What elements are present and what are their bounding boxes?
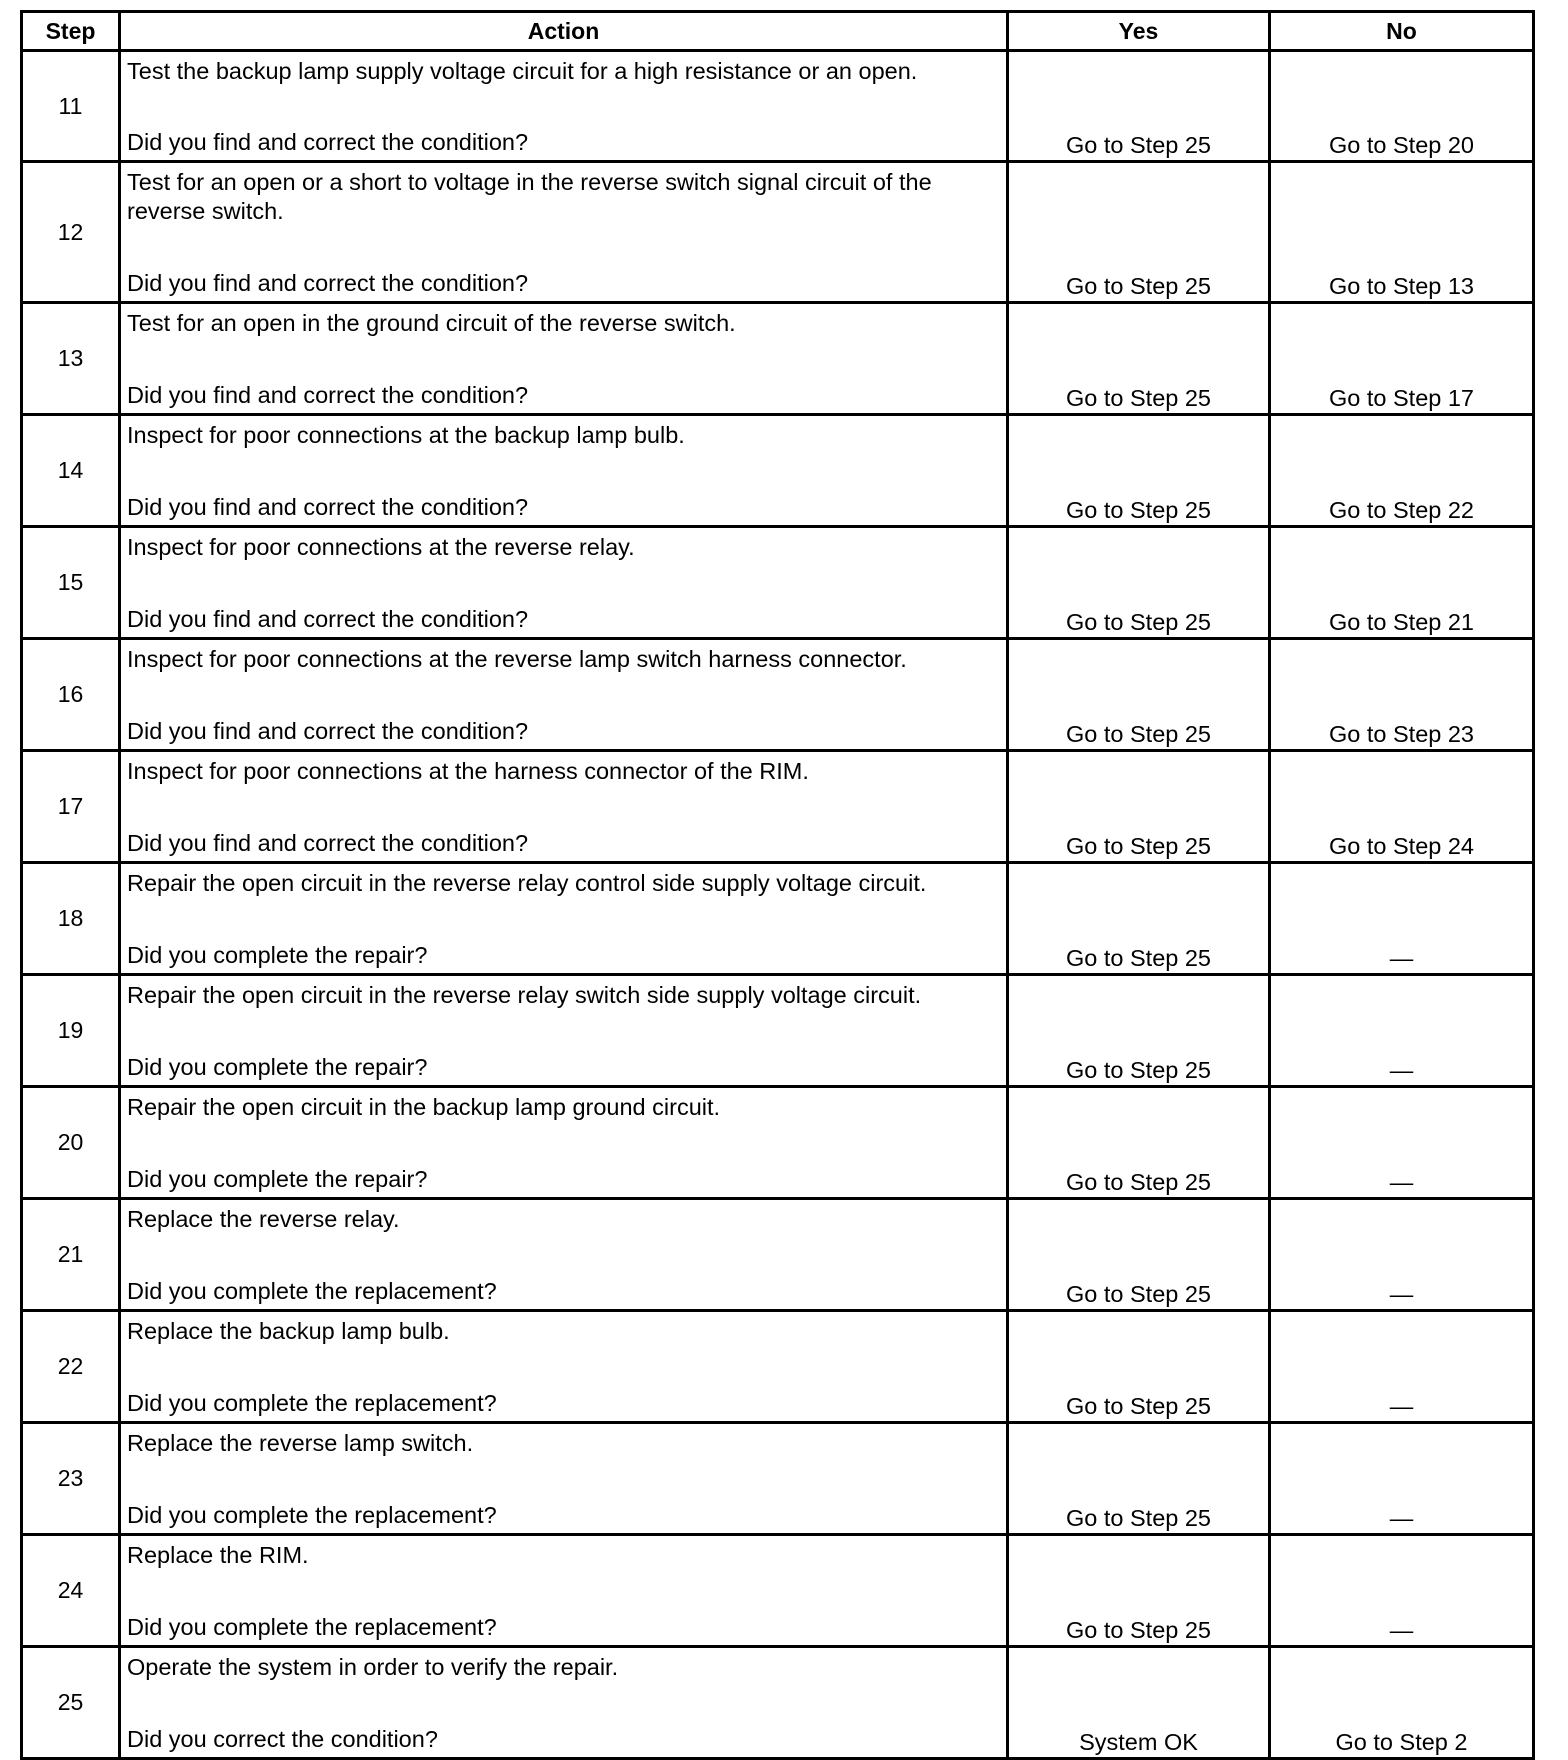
table-row bbox=[22, 1647, 1534, 1759]
action-cell bbox=[120, 1199, 1008, 1311]
yes-result: Go to Step 25 bbox=[1008, 863, 1270, 975]
no-result: — bbox=[1270, 863, 1534, 975]
action-question: Did you complete the repair? bbox=[127, 1166, 428, 1192]
table-row bbox=[22, 303, 1534, 415]
action-instruction: Repair the open circuit in the reverse relay control side supply voltage circuit. bbox=[127, 870, 927, 896]
no-result: — bbox=[1270, 975, 1534, 1087]
action-question: Did you find and correct the condition? bbox=[127, 606, 529, 632]
yes-result: Go to Step 25 bbox=[1008, 415, 1270, 527]
header-no: No bbox=[1270, 12, 1534, 51]
action-question: Did you complete the repair? bbox=[127, 1054, 428, 1080]
table-row bbox=[22, 162, 1534, 303]
step-number: 12 bbox=[22, 162, 120, 303]
step-number: 17 bbox=[22, 751, 120, 863]
no-result: Go to Step 20 bbox=[1270, 51, 1534, 162]
no-result: — bbox=[1270, 1535, 1534, 1647]
step-number: 14 bbox=[22, 415, 120, 527]
action-cell bbox=[120, 1647, 1008, 1759]
table-row bbox=[22, 415, 1534, 527]
action-question: Did you complete the replacement? bbox=[127, 1390, 497, 1416]
yes-result: Go to Step 25 bbox=[1008, 527, 1270, 639]
no-result: — bbox=[1270, 1311, 1534, 1423]
table-header-row bbox=[22, 12, 1534, 51]
step-number: 11 bbox=[22, 51, 120, 162]
step-number: 18 bbox=[22, 863, 120, 975]
step-number: 23 bbox=[22, 1423, 120, 1535]
action-instruction: Replace the backup lamp bulb. bbox=[127, 1318, 450, 1344]
table-row bbox=[22, 1535, 1534, 1647]
action-cell bbox=[120, 162, 1008, 303]
step-number: 25 bbox=[22, 1647, 120, 1759]
action-question: Did you correct the condition? bbox=[127, 1726, 438, 1752]
action-question: Did you find and correct the condition? bbox=[127, 494, 529, 520]
step-number: 20 bbox=[22, 1087, 120, 1199]
yes-result: Go to Step 25 bbox=[1008, 162, 1270, 303]
action-cell bbox=[120, 1423, 1008, 1535]
no-result: Go to Step 17 bbox=[1270, 303, 1534, 415]
action-cell bbox=[120, 1087, 1008, 1199]
action-cell bbox=[120, 1535, 1008, 1647]
yes-result: Go to Step 25 bbox=[1008, 751, 1270, 863]
no-result: Go to Step 21 bbox=[1270, 527, 1534, 639]
yes-result: Go to Step 25 bbox=[1008, 1535, 1270, 1647]
step-number: 22 bbox=[22, 1311, 120, 1423]
action-instruction: Replace the reverse lamp switch. bbox=[127, 1430, 474, 1456]
table-row bbox=[22, 751, 1534, 863]
table-row bbox=[22, 1423, 1534, 1535]
table-row bbox=[22, 863, 1534, 975]
action-cell bbox=[120, 527, 1008, 639]
no-result: — bbox=[1270, 1199, 1534, 1311]
action-question: Did you complete the replacement? bbox=[127, 1614, 497, 1640]
action-question: Did you find and correct the condition? bbox=[127, 382, 529, 408]
step-number: 13 bbox=[22, 303, 120, 415]
table-row bbox=[22, 1087, 1534, 1199]
action-instruction: Repair the open circuit in the reverse relay switch side supply voltage circuit. bbox=[127, 982, 922, 1008]
action-instruction: Test for an open or a short to voltage in the reverse switch signal circuit of the reverse switch. bbox=[127, 169, 932, 224]
table-row bbox=[22, 1311, 1534, 1423]
table-row bbox=[22, 527, 1534, 639]
action-question: Did you find and correct the condition? bbox=[127, 270, 529, 296]
yes-result: System OK bbox=[1008, 1647, 1270, 1759]
step-number: 21 bbox=[22, 1199, 120, 1311]
action-instruction: Inspect for poor connections at the reverse lamp switch harness connector. bbox=[127, 646, 907, 672]
yes-result: Go to Step 25 bbox=[1008, 975, 1270, 1087]
action-instruction: Operate the system in order to verify the repair. bbox=[127, 1654, 619, 1680]
yes-result: Go to Step 25 bbox=[1008, 51, 1270, 162]
action-question: Did you find and correct the condition? bbox=[127, 718, 529, 744]
action-instruction: Inspect for poor connections at the harness connector of the RIM. bbox=[127, 758, 809, 784]
table-row bbox=[22, 51, 1534, 162]
no-result: Go to Step 24 bbox=[1270, 751, 1534, 863]
no-result: Go to Step 23 bbox=[1270, 639, 1534, 751]
step-number: 15 bbox=[22, 527, 120, 639]
action-instruction: Inspect for poor connections at the reverse relay. bbox=[127, 534, 635, 560]
action-cell bbox=[120, 303, 1008, 415]
table-row bbox=[22, 975, 1534, 1087]
yes-result: Go to Step 25 bbox=[1008, 1087, 1270, 1199]
action-cell bbox=[120, 975, 1008, 1087]
diagnostic-steps-table bbox=[20, 10, 1535, 1760]
action-question: Did you complete the repair? bbox=[127, 942, 428, 968]
action-cell bbox=[120, 639, 1008, 751]
yes-result: Go to Step 25 bbox=[1008, 639, 1270, 751]
no-result: — bbox=[1270, 1087, 1534, 1199]
action-question: Did you find and correct the condition? bbox=[127, 830, 529, 856]
action-instruction: Replace the reverse relay. bbox=[127, 1206, 400, 1232]
step-number: 19 bbox=[22, 975, 120, 1087]
action-instruction: Repair the open circuit in the backup lamp ground circuit. bbox=[127, 1094, 721, 1120]
header-yes: Yes bbox=[1008, 12, 1270, 51]
action-cell bbox=[120, 1311, 1008, 1423]
no-result: — bbox=[1270, 1423, 1534, 1535]
action-question: Did you find and correct the condition? bbox=[127, 129, 529, 155]
no-result: Go to Step 2 bbox=[1270, 1647, 1534, 1759]
action-instruction: Inspect for poor connections at the backup lamp bulb. bbox=[127, 422, 685, 448]
action-cell bbox=[120, 751, 1008, 863]
action-question: Did you complete the replacement? bbox=[127, 1278, 497, 1304]
yes-result: Go to Step 25 bbox=[1008, 303, 1270, 415]
table-row bbox=[22, 1199, 1534, 1311]
action-cell bbox=[120, 863, 1008, 975]
header-step: Step bbox=[22, 12, 120, 51]
yes-result: Go to Step 25 bbox=[1008, 1311, 1270, 1423]
action-question: Did you complete the replacement? bbox=[127, 1502, 497, 1528]
action-instruction: Replace the RIM. bbox=[127, 1542, 309, 1568]
yes-result: Go to Step 25 bbox=[1008, 1423, 1270, 1535]
no-result: Go to Step 13 bbox=[1270, 162, 1534, 303]
action-instruction: Test for an open in the ground circuit of the reverse switch. bbox=[127, 310, 736, 336]
table-body bbox=[22, 51, 1534, 1759]
step-number: 16 bbox=[22, 639, 120, 751]
action-cell bbox=[120, 51, 1008, 162]
action-instruction: Test the backup lamp supply voltage circuit for a high resistance or an open. bbox=[127, 58, 918, 84]
yes-result: Go to Step 25 bbox=[1008, 1199, 1270, 1311]
step-number: 24 bbox=[22, 1535, 120, 1647]
table-row bbox=[22, 639, 1534, 751]
action-cell bbox=[120, 415, 1008, 527]
no-result: Go to Step 22 bbox=[1270, 415, 1534, 527]
header-action: Action bbox=[120, 12, 1008, 51]
